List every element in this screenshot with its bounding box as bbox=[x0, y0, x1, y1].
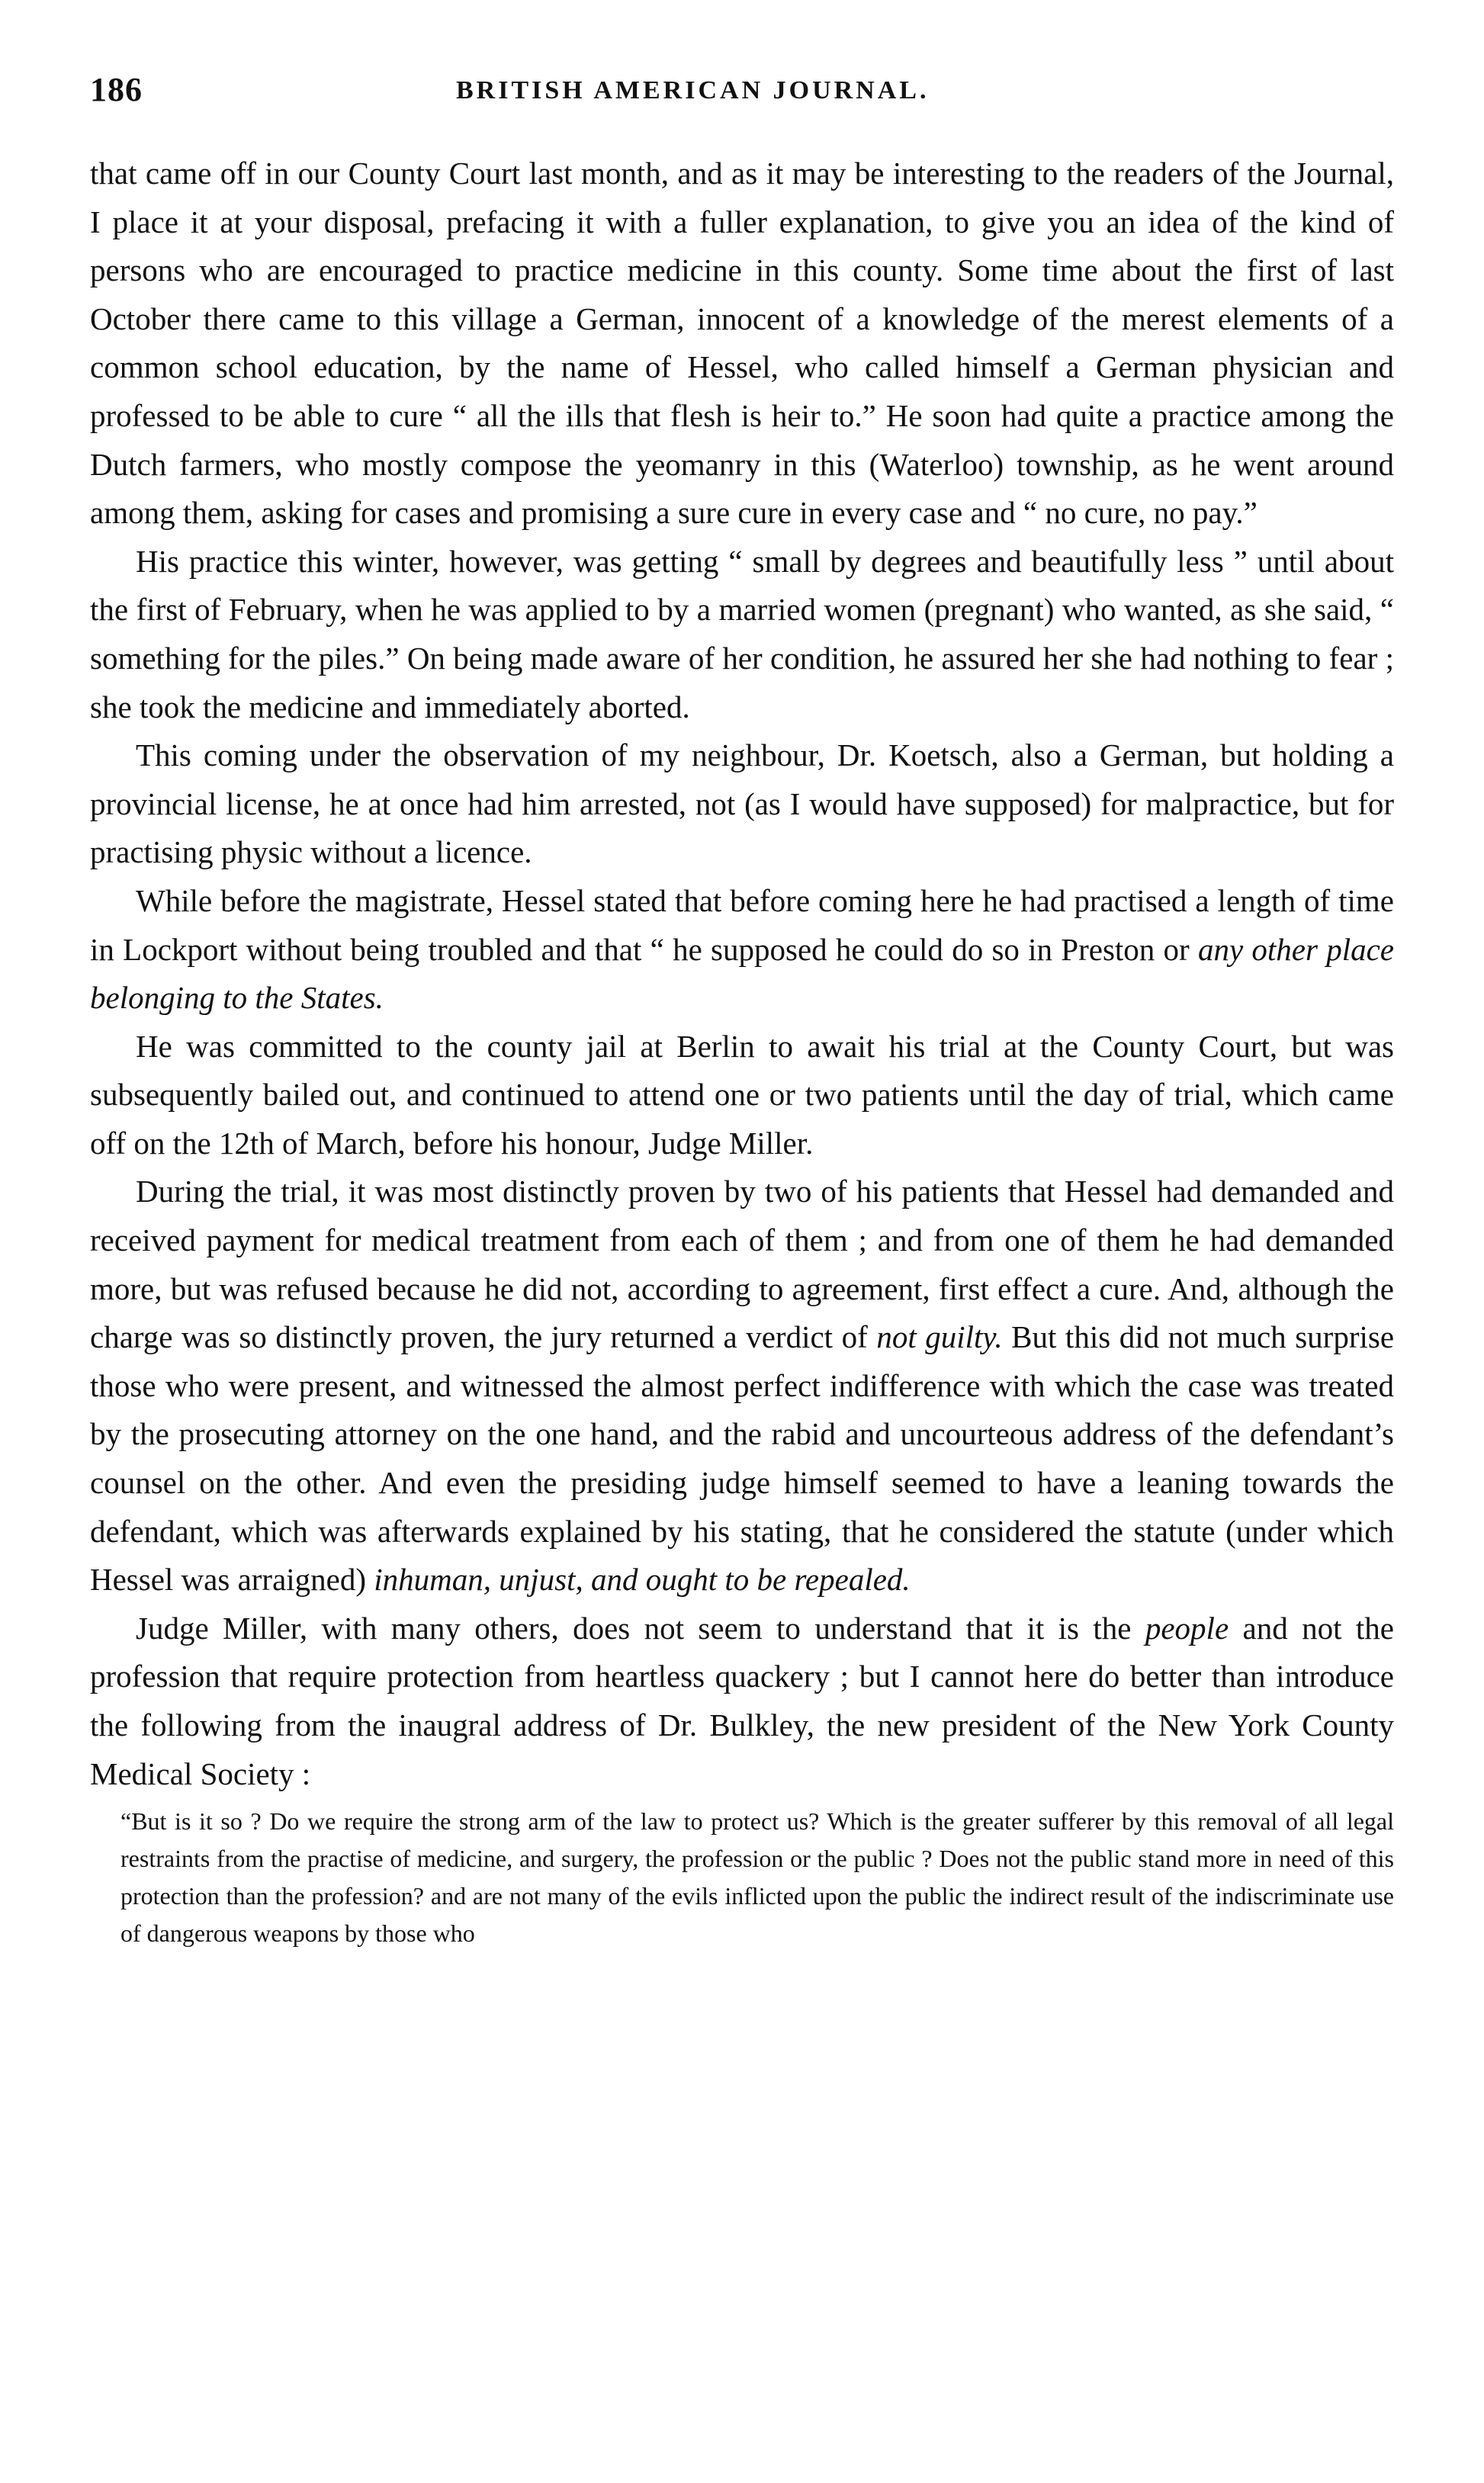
paragraph-text: But this did not much surprise those who were present, and witnessed the almost perfect indifference with which the case was treated by the prosecuting attorney on the one hand, and the rabid and uncourteous address of the defendant’s counsel on the other. And even the presiding judge himself seemed to have a leaning towards the defendant, which was afterwards explained by his stating, that he considered the statute (under which Hessel was arraigned) bbox=[90, 1319, 1395, 1598]
paragraph-text: and not the profession that require protection from heartless quackery ; but I cannot here do better than introduce the following from the inaugral address of Dr. Bulkley, the new president of the New York County Medical Society : bbox=[90, 1610, 1394, 1791]
paragraph-text: This coming under the observation of my neighbour, Dr. Koetsch, also a German, but holding a provincial license, he at once had him arrested, not (as I would have supposed) for malpractice, but for practising physic without a licence. bbox=[90, 737, 1394, 870]
quote-text: “But is it so ? Do we require the strong arm of the law to protect us? Which is the greater sufferer by this removal of all legal restraints from the practise of medicine, and surgery, the profession or the public ? Does not the public stand more in need of this protection than the profession? and are not many of the evils inflicted upon the public the indirect result of the indiscriminate use of dangerous weapons by those who bbox=[120, 1807, 1394, 1948]
paragraph-arrest bbox=[90, 731, 1394, 877]
paragraph-text: His practice this winter, however, was getting “ small by degrees and beautifully less ” until about the first of February, when he was applied to by a married women (pregnant) who wanted, as she said, “ something for the piles.” On being made aware of her condition, he assured her she had nothing to fear ; she took the medicine and immediately aborted. bbox=[90, 543, 1394, 724]
paragraph-magistrate bbox=[90, 877, 1394, 1023]
italic-phrase: any other place belonging to the States. bbox=[90, 931, 1395, 1016]
page-header bbox=[90, 70, 1402, 124]
italic-phrase: inhuman, unjust, and ought to be repealed. bbox=[374, 1562, 911, 1598]
paragraph-judge-miller bbox=[90, 1604, 1394, 1798]
paragraph-practice bbox=[90, 538, 1394, 731]
paragraph-text: that came off in our County Court last month, and as it may be interesting to the readers of the Journal, I place it at your disposal, prefacing it with a fuller explanation, to give you an idea of the kind of persons who are encouraged to practice medicine in this county. Some time about the first of last October there came to this village a German, innocent of a knowledge of the merest elements of a common school education, by the name of Hessel, who called himself a German physician and professed to be able to cure “ all the ills that flesh is heir to.” He soon had quite a practice among the Dutch farmers, who mostly compose the yeomanry in this (Waterloo) township, as he went around among them, asking for cases and promising a sure cure in every case and “ no cure, no pay.” bbox=[90, 156, 1394, 531]
article-body bbox=[90, 149, 1394, 1952]
block-quote bbox=[90, 1803, 1394, 1952]
paragraph-text: He was committed to the county jail at Berlin to await his trial at the County Court, but was subsequently bailed out, and continued to attend one or two patients until the day of trial, which came off on the 12th of March, before his honour, Judge Miller. bbox=[90, 1028, 1394, 1161]
italic-phrase: not guilty. bbox=[876, 1319, 1003, 1355]
page-number: 186 bbox=[90, 71, 143, 108]
paragraph-text: During the trial, it was most distinctly proven by two of his patients that Hessel had demanded and received payment for medical treatment from each of them ; and from one of them he had demanded more, but was refused because he did not, according to agreement, first effect a cure. And, although the charge was so distinctly proven, the jury returned a verdict of bbox=[90, 1174, 1394, 1355]
paragraph-text: Judge Miller, with many others, does not seem to understand that it is the bbox=[136, 1610, 1145, 1646]
paragraph-text: While before the magistrate, Hessel stated that before coming here he had practised a length of time in Lockport without being troubled and that “ he supposed he could do so in Preston or bbox=[90, 882, 1394, 967]
paragraph-trial bbox=[90, 1168, 1394, 1604]
running-head: BRITISH AMERICAN JOURNAL. bbox=[456, 76, 930, 104]
paragraph-opening bbox=[90, 149, 1394, 538]
italic-phrase: people bbox=[1145, 1610, 1229, 1646]
paragraph-committed bbox=[90, 1023, 1394, 1168]
